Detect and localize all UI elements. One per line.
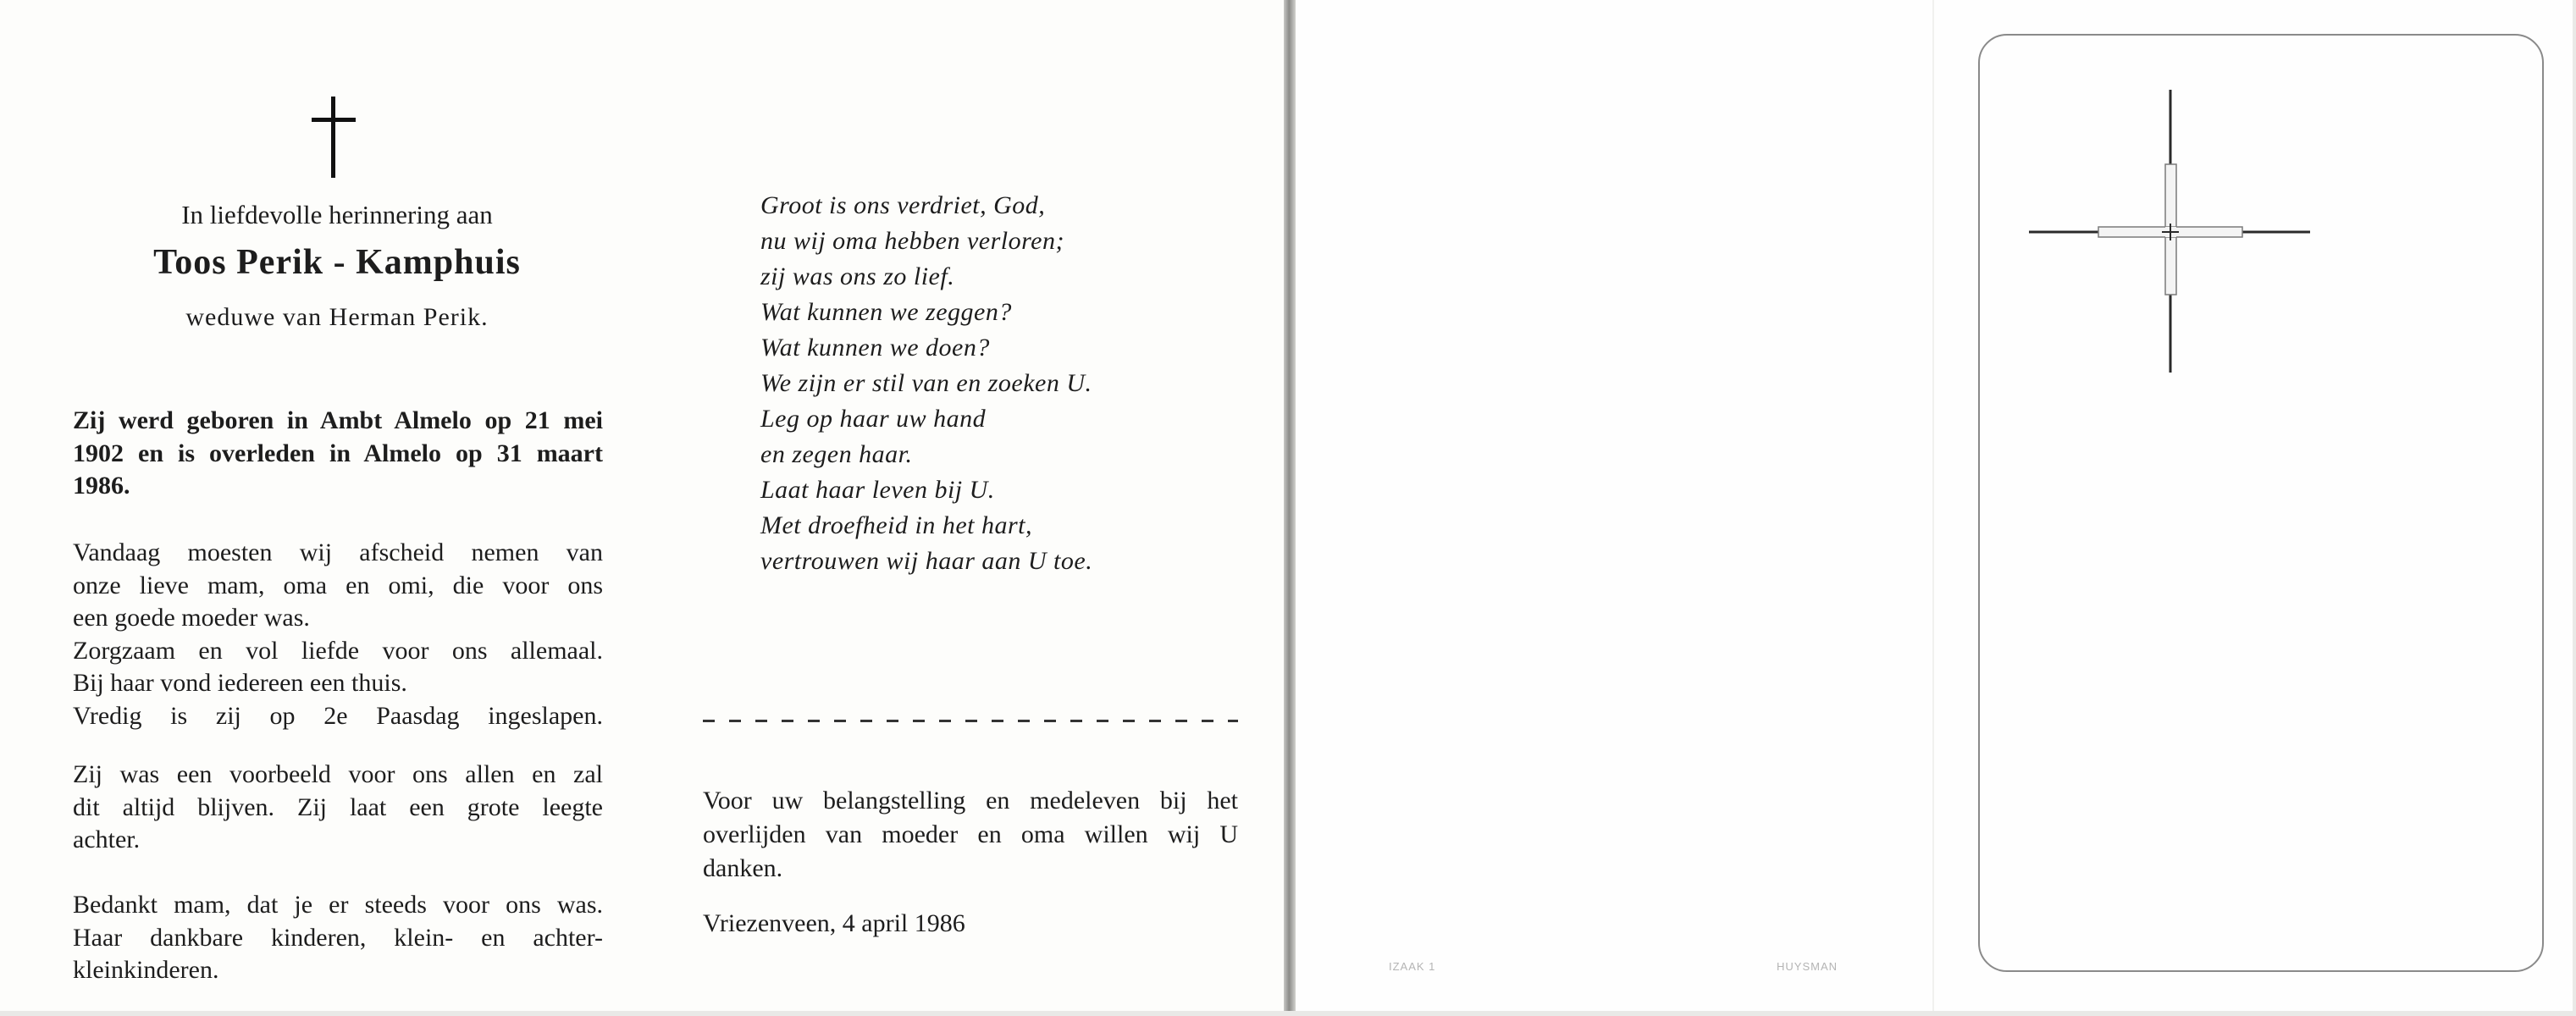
text-line: Bedankt mam, dat je er steeds voor ons was. xyxy=(73,891,603,919)
poem-line: vertrouwen wij haar aan U toe. xyxy=(760,547,1093,575)
text-line: achter. xyxy=(73,826,141,853)
text-line: Zij werd geboren in Ambt Almelo op 21 mei xyxy=(73,406,603,434)
text-line: Haar dankbare kinderen, klein- en achter- xyxy=(73,923,603,952)
poem-line: nu wij oma hebben verloren; xyxy=(760,227,1064,255)
deceased-name: Toos Perik - Kamphuis xyxy=(153,243,521,282)
thanks-paragraph xyxy=(703,784,1238,886)
embossed-cross-icon xyxy=(2029,88,2317,373)
text-line: dit altijd blijven. Zij laat een grote leegte xyxy=(73,792,603,821)
text-line: Voor uw belangstelling en medeleven bij het xyxy=(703,787,1238,814)
poem-line: Met droefheid in het hart, xyxy=(760,511,1032,539)
text-line: Vredig is zij op 2e Paasdag ingeslapen. xyxy=(73,701,603,730)
poem-line: Leg op haar uw hand xyxy=(760,405,987,433)
text-line: een goede moeder was. xyxy=(73,604,310,632)
text-line: Zij was een voorbeeld voor ons allen en zal xyxy=(73,760,603,788)
text-line: overlijden van moeder en oma willen wij U xyxy=(703,820,1238,848)
printer-imprint-left: IZAAK 1 xyxy=(1389,960,1436,973)
printer-imprint-right: HUYSMAN xyxy=(1777,960,1838,973)
text-line: danken. xyxy=(703,854,783,882)
dashed-divider xyxy=(703,720,1238,722)
poem-line: zij was ons zo lief. xyxy=(760,262,955,290)
text-line: Bij haar vond iedereen een thuis. xyxy=(73,669,407,697)
poem-line: We zijn er stil van en zoeken U. xyxy=(760,369,1092,397)
poem-line: Groot is ons verdriet, God, xyxy=(760,191,1046,219)
poem xyxy=(760,188,1092,579)
poem-line: Laat haar leven bij U. xyxy=(760,476,995,504)
text-line: Zorgzaam en vol liefde voor ons allemaal. xyxy=(73,636,603,665)
outside-fold-line xyxy=(1932,0,1934,1011)
widow-line: weduwe van Herman Perik. xyxy=(185,303,489,331)
poem-line: en zegen haar. xyxy=(760,440,913,468)
text-line: Vandaag moesten wij afscheid nemen van xyxy=(73,538,603,566)
gratitude-paragraph xyxy=(73,889,603,987)
cross-icon xyxy=(308,97,359,178)
text-line: onze lieve mam, oma en omi, die voor ons xyxy=(73,571,603,599)
birth-death-statement xyxy=(73,405,603,503)
farewell-paragraph xyxy=(73,537,603,732)
example-paragraph xyxy=(73,759,603,857)
text-line: 1986. xyxy=(73,472,130,500)
text-line: kleinkinderen. xyxy=(73,956,219,984)
poem-line: Wat kunnen we zeggen? xyxy=(760,298,1012,326)
poem-line: Wat kunnen we doen? xyxy=(760,334,990,362)
text-line: 1902 en is overleden in Almelo op 31 maart xyxy=(73,439,603,467)
place-date: Vriezenveen, 4 april 1986 xyxy=(703,909,965,937)
card-fold xyxy=(1284,0,1296,1011)
intro-line: In liefdevolle herinnering aan xyxy=(181,200,493,229)
